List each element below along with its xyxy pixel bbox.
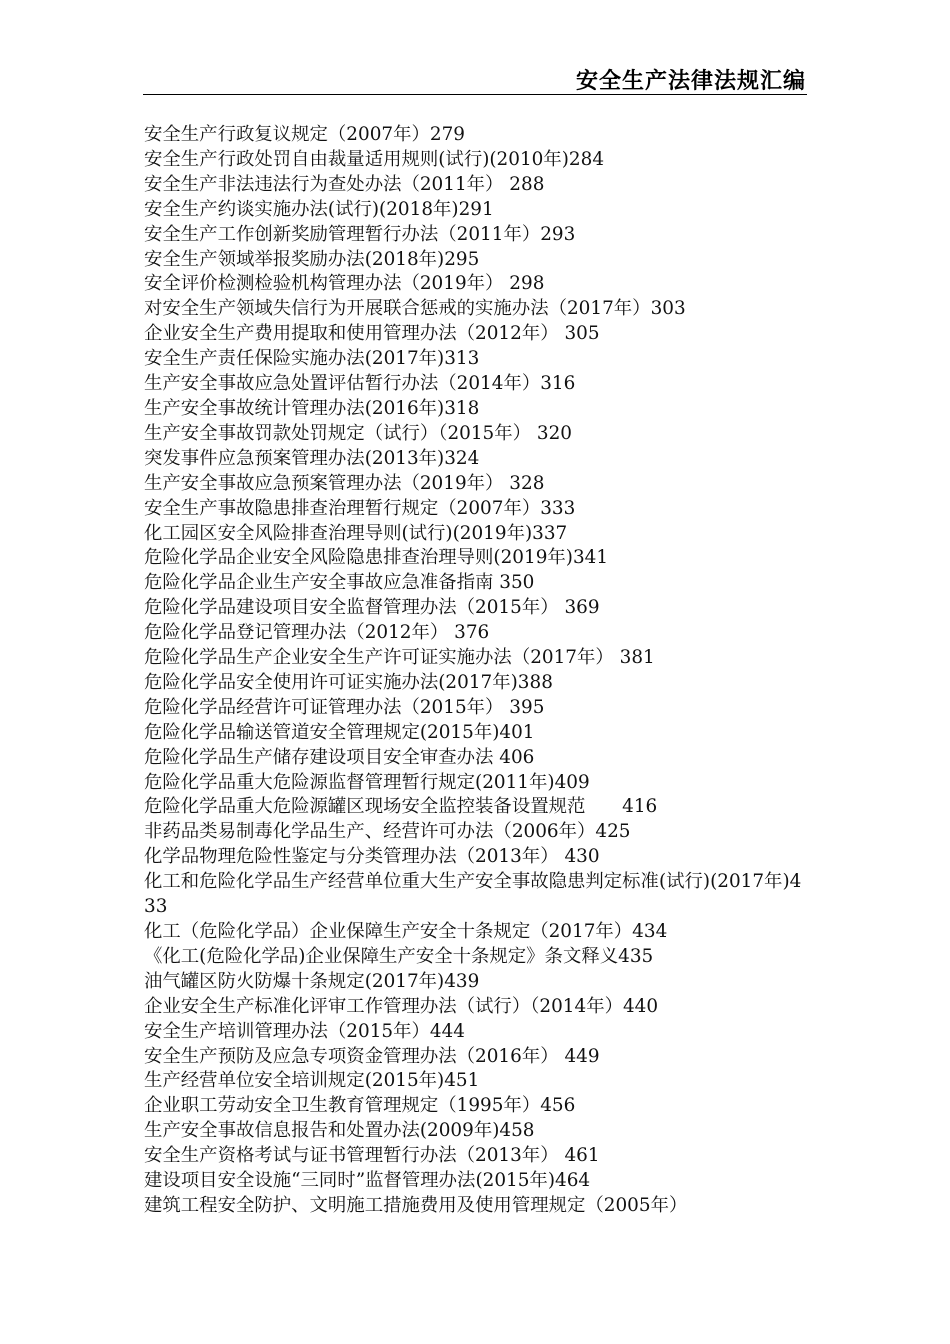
toc-entry[interactable]: 对安全生产领域失信行为开展联合惩戒的实施办法（2017年）303 — [144, 298, 686, 320]
toc-entry[interactable]: 危险化学品重大危险源监督管理暂行规定(2011年)409 — [144, 771, 590, 793]
toc-entry[interactable]: 危险化学品经营许可证管理办法（2015年） 395 — [144, 696, 545, 718]
toc-entry[interactable]: 生产经营单位安全培训规定(2015年)451 — [144, 1070, 480, 1092]
toc-entry[interactable]: 生产安全事故应急处置评估暂行办法（2014年）316 — [144, 373, 576, 395]
table-of-contents — [144, 123, 812, 1219]
toc-entry[interactable]: 危险化学品登记管理办法（2012年） 376 — [144, 622, 490, 644]
toc-entry[interactable]: 危险化学品输送管道安全管理规定(2015年)401 — [144, 721, 535, 743]
toc-entry[interactable]: 危险化学品安全使用许可证实施办法(2017年)388 — [144, 671, 553, 693]
toc-entry[interactable]: 安全生产领域举报奖励办法(2018年)295 — [144, 248, 480, 270]
page-header-title: 安全生产法律法规汇编 — [575, 69, 806, 94]
toc-entry[interactable]: 安全生产培训管理办法（2015年）444 — [144, 1020, 465, 1042]
toc-entry[interactable]: 危险化学品生产企业安全生产许可证实施办法（2017年） 381 — [144, 647, 655, 669]
toc-entry[interactable]: 安全生产非法违法行为查处办法（2011年） 288 — [144, 173, 545, 195]
toc-entry[interactable]: 非药品类易制毒化学品生产、经营许可办法（2006年）425 — [144, 821, 631, 843]
toc-entry[interactable]: 安全生产责任保险实施办法(2017年)313 — [144, 348, 480, 370]
toc-entry[interactable]: 危险化学品生产储存建设项目安全审查办法 406 — [144, 746, 535, 768]
toc-entry[interactable]: 危险化学品企业生产安全事故应急准备指南 350 — [144, 572, 535, 594]
toc-entry[interactable]: 油气罐区防火防爆十条规定(2017年)439 — [144, 970, 480, 992]
toc-entry[interactable]: 危险化学品重大危险源罐区现场安全监控装备设置规范 416 — [144, 796, 658, 818]
toc-entry[interactable]: 生产安全事故罚款处罚规定（试行）（2015年） 320 — [144, 422, 572, 444]
toc-entry[interactable]: 突发事件应急预案管理办法(2013年)324 — [144, 447, 480, 469]
toc-entry[interactable]: 化工（危险化学品）企业保障生产安全十条规定（2017年）434 — [144, 921, 668, 942]
toc-entry[interactable]: 化工园区安全风险排查治理导则(试行)(2019年)337 — [144, 522, 568, 544]
toc-entry[interactable]: 危险化学品企业安全风险隐患排查治理导则(2019年)341 — [144, 547, 609, 569]
toc-entry[interactable]: 建设项目安全设施“三同时”监督管理办法(2015年)464 — [144, 1170, 591, 1192]
toc-entry[interactable]: 安全生产资格考试与证书管理暂行办法（2013年） 461 — [144, 1145, 600, 1167]
toc-entry[interactable]: 安全生产行政处罚自由裁量适用规则(试行)(2010年)284 — [144, 148, 605, 170]
toc-entry[interactable]: 安全评价检测检验机构管理办法（2019年） 298 — [144, 273, 545, 295]
toc-entry[interactable]: 生产安全事故应急预案管理办法（2019年） 328 — [144, 472, 545, 494]
toc-entry[interactable]: 《化工(危险化学品)企业保障生产安全十条规定》条文释义435 — [144, 945, 654, 967]
toc-entry[interactable]: 安全生产约谈实施办法(试行)(2018年)291 — [144, 198, 494, 220]
header-divider — [143, 94, 807, 95]
toc-entry[interactable]: 危险化学品建设项目安全监督管理办法（2015年） 369 — [144, 597, 600, 619]
toc-entry[interactable]: 化工和危险化学品生产经营单位重大生产安全事故隐患判定标准(试行)(2017年)433 — [144, 871, 802, 918]
toc-entry[interactable]: 生产安全事故信息报告和处置办法(2009年)458 — [144, 1120, 535, 1142]
toc-entry[interactable]: 安全生产事故隐患排查治理暂行规定（2007年）333 — [144, 497, 576, 519]
toc-entry[interactable]: 化学品物理危险性鉴定与分类管理办法（2013年） 430 — [144, 846, 600, 868]
toc-entry[interactable]: 生产安全事故统计管理办法(2016年)318 — [144, 397, 480, 419]
toc-entry[interactable]: 安全生产工作创新奖励管理暂行办法（2011年）293 — [144, 223, 576, 245]
toc-entry[interactable]: 企业安全生产标准化评审工作管理办法（试行）（2014年）440 — [144, 995, 659, 1017]
toc-entry[interactable]: 安全生产预防及应急专项资金管理办法（2016年） 449 — [144, 1045, 600, 1067]
toc-entry[interactable]: 安全生产行政复议规定（2007年）279 — [144, 124, 465, 145]
toc-entry[interactable]: 企业职工劳动安全卫生教育管理规定（1995年）456 — [144, 1095, 576, 1117]
toc-entry[interactable]: 企业安全生产费用提取和使用管理办法（2012年） 305 — [144, 323, 600, 345]
toc-entry[interactable]: 建筑工程安全防护、文明施工措施费用及使用管理规定（2005年） — [144, 1194, 688, 1216]
